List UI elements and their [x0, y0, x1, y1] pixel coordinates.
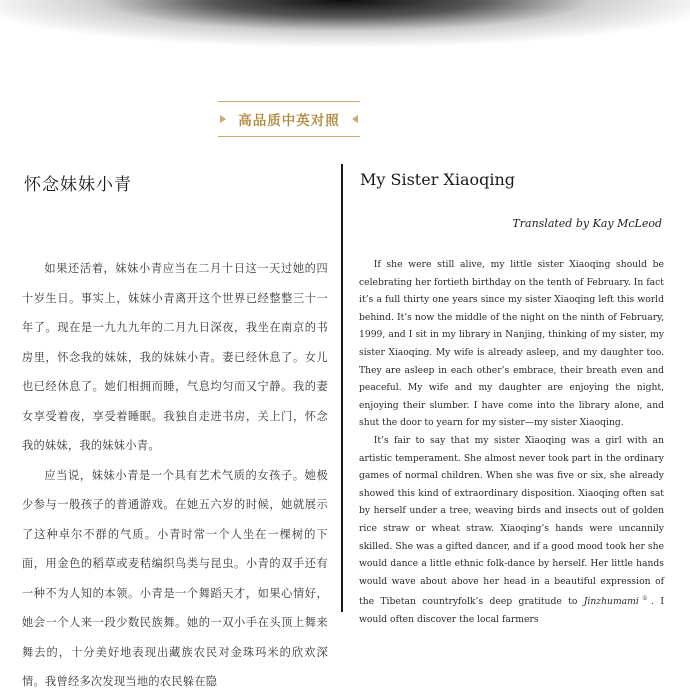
english-title: My Sister Xiaoqing	[360, 170, 516, 189]
english-paragraph-2-text: It’s fair to say that my sister Xiaoqing was a girl with an artistic temperament. She almost never took part in the ordinary games of normal children. When she was five or six, she already showed this kind of extraordinary disposition. Xiaoqing often sat by herself under a tree, weaving birds and insects out of golden rice straw or wheat straw. Xiaoqing’s hands were uncannily skilled. She was a gifted dancer, and if a good mood took her she would dance a little ethnic folk-dance by herself. Her little hands would wave about above her head in a beautiful expression of the Tibetan countryfolk’s deep gratitude to	[359, 434, 664, 608]
english-paragraph-2-end: . I would often discover the local farmers	[359, 596, 664, 625]
column-divider	[341, 164, 343, 612]
banner-left-arrow-icon	[220, 115, 226, 123]
banner-label: 高品质中英对照	[238, 113, 340, 129]
chinese-title: 怀念妹妹小青	[24, 175, 132, 195]
chinese-paragraph-1: 如果还活着，妹妹小青应当在二月十日这一天过她的四十岁生日。事实上，妹妹小青离开这个世界已经整整三十一年了。现在是一九九九年的二月九日深夜，我坐在南京的书房里，怀念我的妹妹，我的妹妹小青。妻已经休息了。女儿也已经休息了。她们相拥而睡，气息均匀而又宁静。我的妻女享受着夜，享受着睡眠。我独自走进书房，关上门，怀念我的妹妹，我的妹妹小青。	[22, 262, 328, 452]
chinese-paragraph-2: 应当说，妹妹小青是一个具有艺术气质的女孩子。她极少参与一般孩子的普通游戏。在她五六岁的时候，她就展示了这种卓尔不群的气质。小青时常一个人坐在一棵树的下面，用金色的稻草或麦秸编织鸟类与昆虫。小青的双手还有一种不为人知的本领。小青是一个舞蹈天才，如果心情好，她会一个人来一段少数民族舞。她的一双小手在头顶上舞来舞去的，十分美好地表现出藏族农民对金珠玛米的欣欢深情。我曾经多次发现当地的农民躲在隐	[22, 468, 328, 688]
chinese-body	[22, 254, 328, 697]
english-paragraph-1: If she were still alive, my little sister Xiaoqing should be celebrating her fortieth birthday on the tenth of February. In fact it’s a full thirty one years since my sister Xiaoqing left this world behind. It’s now the middle of the night on the ninth of February, 1999, and I sit in my library in Nanjing, thinking of my sister, my sister Xiaoqing. My wife is already asleep, and my daughter too. They are asleep in each other’s embrace, their breath even and peaceful. My wife and my daughter are enjoying the night, enjoying their slumber. I have come into the library alone, and shut the door to yearn for my sister—my sister Xiaoqing.	[359, 259, 664, 429]
bilingual-banner	[218, 101, 360, 137]
banner-right-arrow-icon	[352, 115, 358, 123]
italic-term: Jinzhumami	[583, 596, 639, 608]
translator-credit: Translated by Kay McLeod	[512, 217, 662, 230]
footnote-marker: ①	[638, 595, 652, 603]
page-top-shadow	[0, 0, 690, 80]
english-paragraph-2	[359, 432, 664, 629]
english-body	[359, 256, 664, 629]
